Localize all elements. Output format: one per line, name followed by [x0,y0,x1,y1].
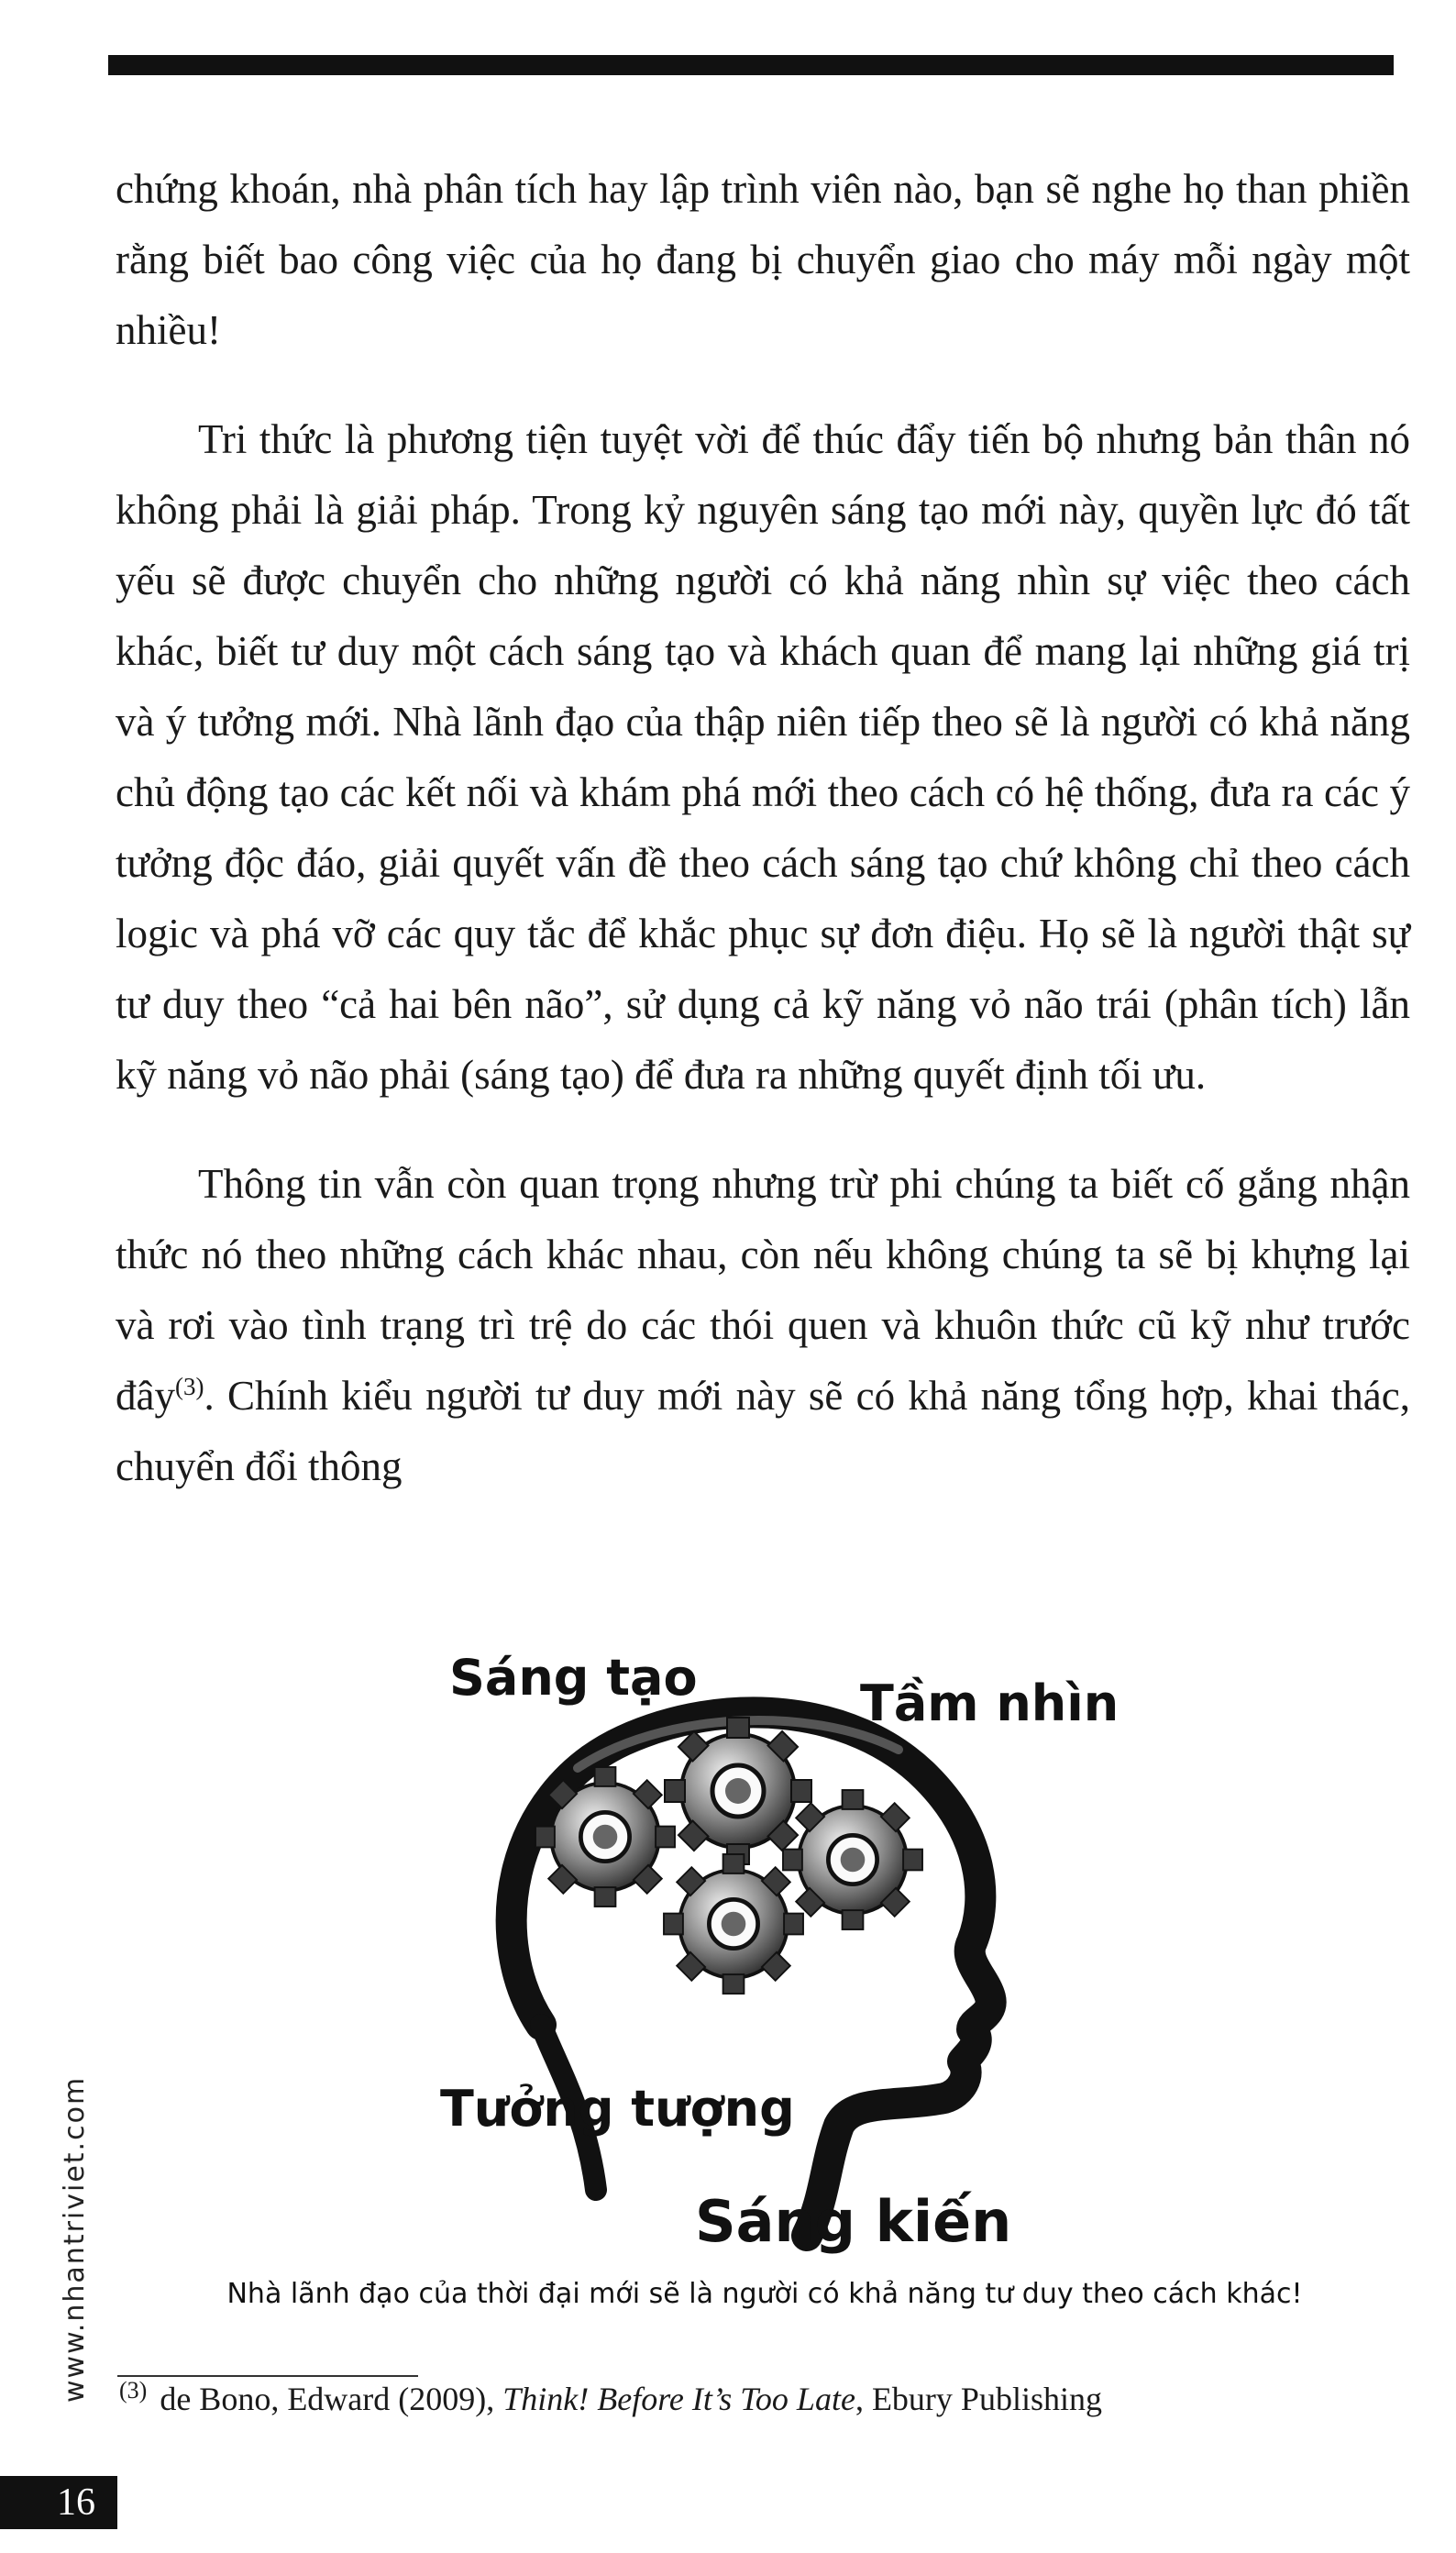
footnote-publisher: , Ebury Publishing [855,2381,1102,2417]
footnote-title: Think! Before It’s Too Late [502,2381,855,2417]
body-text [116,154,1410,1502]
figure-caption: Nhà lãnh đạo của thời đại mới sẽ là người có khả năng tư duy theo cách khác! [226,2278,1303,2310]
label-vision: Tầm nhìn [860,1674,1120,1732]
top-rule [108,55,1394,75]
page-number: 16 [0,2476,117,2529]
footnote-reference: (3) [174,1373,204,1400]
label-creativity: Sáng tạo [449,1649,698,1707]
label-imagination: Tưởng tượng [440,2080,795,2138]
footnote-author: de Bono, Edward (2009), [160,2381,503,2417]
head-gears-illustration [422,1640,1155,2272]
side-website-url: www.nhantriviet.com [59,2075,91,2403]
label-initiative: Sáng kiến [695,2188,1012,2255]
footnote-mark: (3) [119,2377,148,2404]
paragraph-3-continuation: . Chính kiểu người tư duy mới này sẽ có khả năng tổng hợp, khai thác, chuyển đổi thông [116,1373,1410,1489]
paragraph-1: chứng khoán, nhà phân tích hay lập trình viên nào, bạn sẽ nghe họ than phiền rằng biết bao công việc của họ đang bị chuyển giao cho máy mỗi ngày một nhiều! [116,166,1410,353]
paragraph-3-text: Thông tin vẫn còn quan trọng nhưng trừ phi chúng ta biết cố gắng nhận thức nó theo những cách khác nhau, còn nếu không chúng ta sẽ bị khựng lại và rơi vào tình trạng trì trệ do các thói quen và khuôn thức cũ kỹ như trước đây [116,1161,1410,1419]
paragraph-2: Tri thức là phương tiện tuyệt vời để thúc đẩy tiến bộ nhưng bản thân nó không phải là giải pháp. Trong kỷ nguyên sáng tạo mới này, quyền lực đó tất yếu sẽ được chuyển cho những người có khả năng nhìn sự việc theo cách khác, biết tư duy một cách sáng tạo và khách quan để mang lại những giá trị và ý tưởng mới. Nhà lãnh đạo của thập niên tiếp theo sẽ là người có khả năng chủ động tạo các kết nối và khám phá mới theo cách có hệ thống, đưa ra các ý tưởng độc đáo, giải quyết vấn đề theo cách sáng tạo chứ không chỉ theo cách logic và phá vỡ các quy tắc để khắc phục sự đơn điệu. Họ sẽ là người thật sự tư duy theo “cả hai bên não”, sử dụng cả kỹ năng vỏ não trái (phân tích) lẫn kỹ năng vỏ não phải (sáng tạo) để đưa ra những quyết định tối ưu. [116,416,1410,1098]
head-profile-icon [422,1640,1155,2272]
footnote [119,2373,1311,2425]
paragraph-3 [116,1149,1410,1502]
